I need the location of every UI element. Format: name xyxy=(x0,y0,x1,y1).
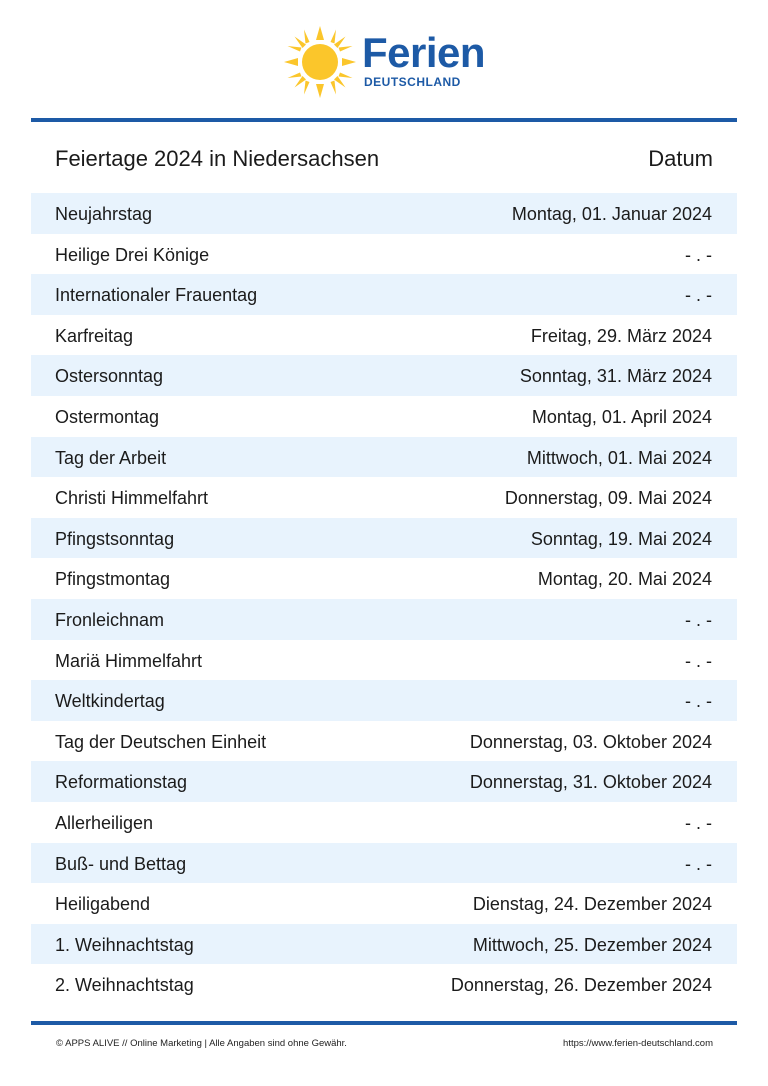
holiday-date: Sonntag, 19. Mai 2024 xyxy=(530,528,712,549)
table-title: Feiertage 2024 in Niedersachsen xyxy=(55,146,380,171)
holiday-name: Reformationstag xyxy=(55,772,188,793)
holiday-name: Fronleichnam xyxy=(55,609,165,630)
logo-wordmark: Ferien xyxy=(362,29,486,76)
holiday-date: - . - xyxy=(685,609,712,630)
table-row xyxy=(31,355,737,396)
table-row xyxy=(31,396,737,437)
footer-url[interactable]: https://www.ferien-deutschland.com xyxy=(563,1038,713,1049)
table-row xyxy=(31,518,737,559)
holiday-name: Tag der Deutschen Einheit xyxy=(55,731,267,752)
holiday-date: Donnerstag, 03. Oktober 2024 xyxy=(469,731,712,752)
holiday-date: Montag, 01. Januar 2024 xyxy=(511,204,712,224)
holiday-name: Karfreitag xyxy=(55,325,134,346)
holiday-name: Ostersonntag xyxy=(55,366,164,387)
holiday-date: Sonntag, 31. März 2024 xyxy=(519,366,712,387)
table-row xyxy=(31,477,737,518)
table-row xyxy=(31,640,737,681)
holiday-date: Dienstag, 24. Dezember 2024 xyxy=(472,894,712,915)
date-column-header: Datum xyxy=(648,146,713,171)
holiday-name: Ostermontag xyxy=(55,406,160,427)
holiday-name: Internationaler Frauentag xyxy=(55,285,258,306)
holiday-name: Christi Himmelfahrt xyxy=(55,488,209,509)
holiday-date: Donnerstag, 31. Oktober 2024 xyxy=(469,772,712,793)
holiday-date: Montag, 20. Mai 2024 xyxy=(537,569,712,590)
holiday-date: - . - xyxy=(685,285,712,306)
holiday-name: Buß- und Bettag xyxy=(55,853,187,874)
holiday-name: Heilige Drei Könige xyxy=(55,244,210,265)
holiday-name: Mariä Himmelfahrt xyxy=(55,650,203,671)
holiday-date: Donnerstag, 26. Dezember 2024 xyxy=(450,975,712,996)
holiday-date: Mittwoch, 01. Mai 2024 xyxy=(526,447,712,468)
footer-copyright: © APPS ALIVE // Online Marketing | Alle Angaben sind ohne Gewähr. xyxy=(56,1038,347,1049)
holiday-name: Tag der Arbeit xyxy=(55,447,167,468)
holiday-date: - . - xyxy=(685,244,712,265)
table-row xyxy=(31,234,737,275)
table-row xyxy=(31,558,737,599)
table-row xyxy=(31,193,737,234)
table-row xyxy=(31,599,737,640)
holiday-date: - . - xyxy=(685,812,712,833)
holiday-table xyxy=(31,193,737,1005)
table-row xyxy=(31,761,737,802)
holiday-date: - . - xyxy=(685,691,712,712)
table-row xyxy=(31,802,737,843)
table-row xyxy=(31,315,737,356)
holiday-name: 2. Weihnachtstag xyxy=(55,975,194,996)
table-row xyxy=(31,964,737,1005)
holiday-date: - . - xyxy=(685,650,712,671)
table-row xyxy=(31,274,737,315)
holiday-name: Pfingstmontag xyxy=(55,569,171,590)
holiday-name: Neujahrstag xyxy=(55,204,153,224)
logo-subtitle: DEUTSCHLAND xyxy=(364,75,461,89)
holiday-name: 1. Weihnachtstag xyxy=(55,934,194,955)
holiday-date: Montag, 01. April 2024 xyxy=(531,406,712,427)
table-row xyxy=(31,843,737,884)
table-row xyxy=(31,883,737,924)
holiday-name: Allerheiligen xyxy=(55,812,154,833)
holiday-name: Weltkindertag xyxy=(55,691,165,712)
holiday-date: Mittwoch, 25. Dezember 2024 xyxy=(472,934,712,955)
sun-icon xyxy=(282,24,358,100)
footer-divider xyxy=(31,1021,737,1025)
table-row xyxy=(31,680,737,721)
table-header xyxy=(31,140,737,180)
holiday-name: Pfingstsonntag xyxy=(55,528,175,549)
holiday-date: - . - xyxy=(685,853,712,874)
table-row xyxy=(31,437,737,478)
header-divider xyxy=(31,118,737,122)
holiday-name: Heiligabend xyxy=(55,894,151,915)
holiday-date: Donnerstag, 09. Mai 2024 xyxy=(504,488,712,509)
ferien-deutschland-logo xyxy=(282,24,492,102)
holiday-date: Freitag, 29. März 2024 xyxy=(530,325,712,346)
table-row xyxy=(31,721,737,762)
table-row xyxy=(31,924,737,965)
